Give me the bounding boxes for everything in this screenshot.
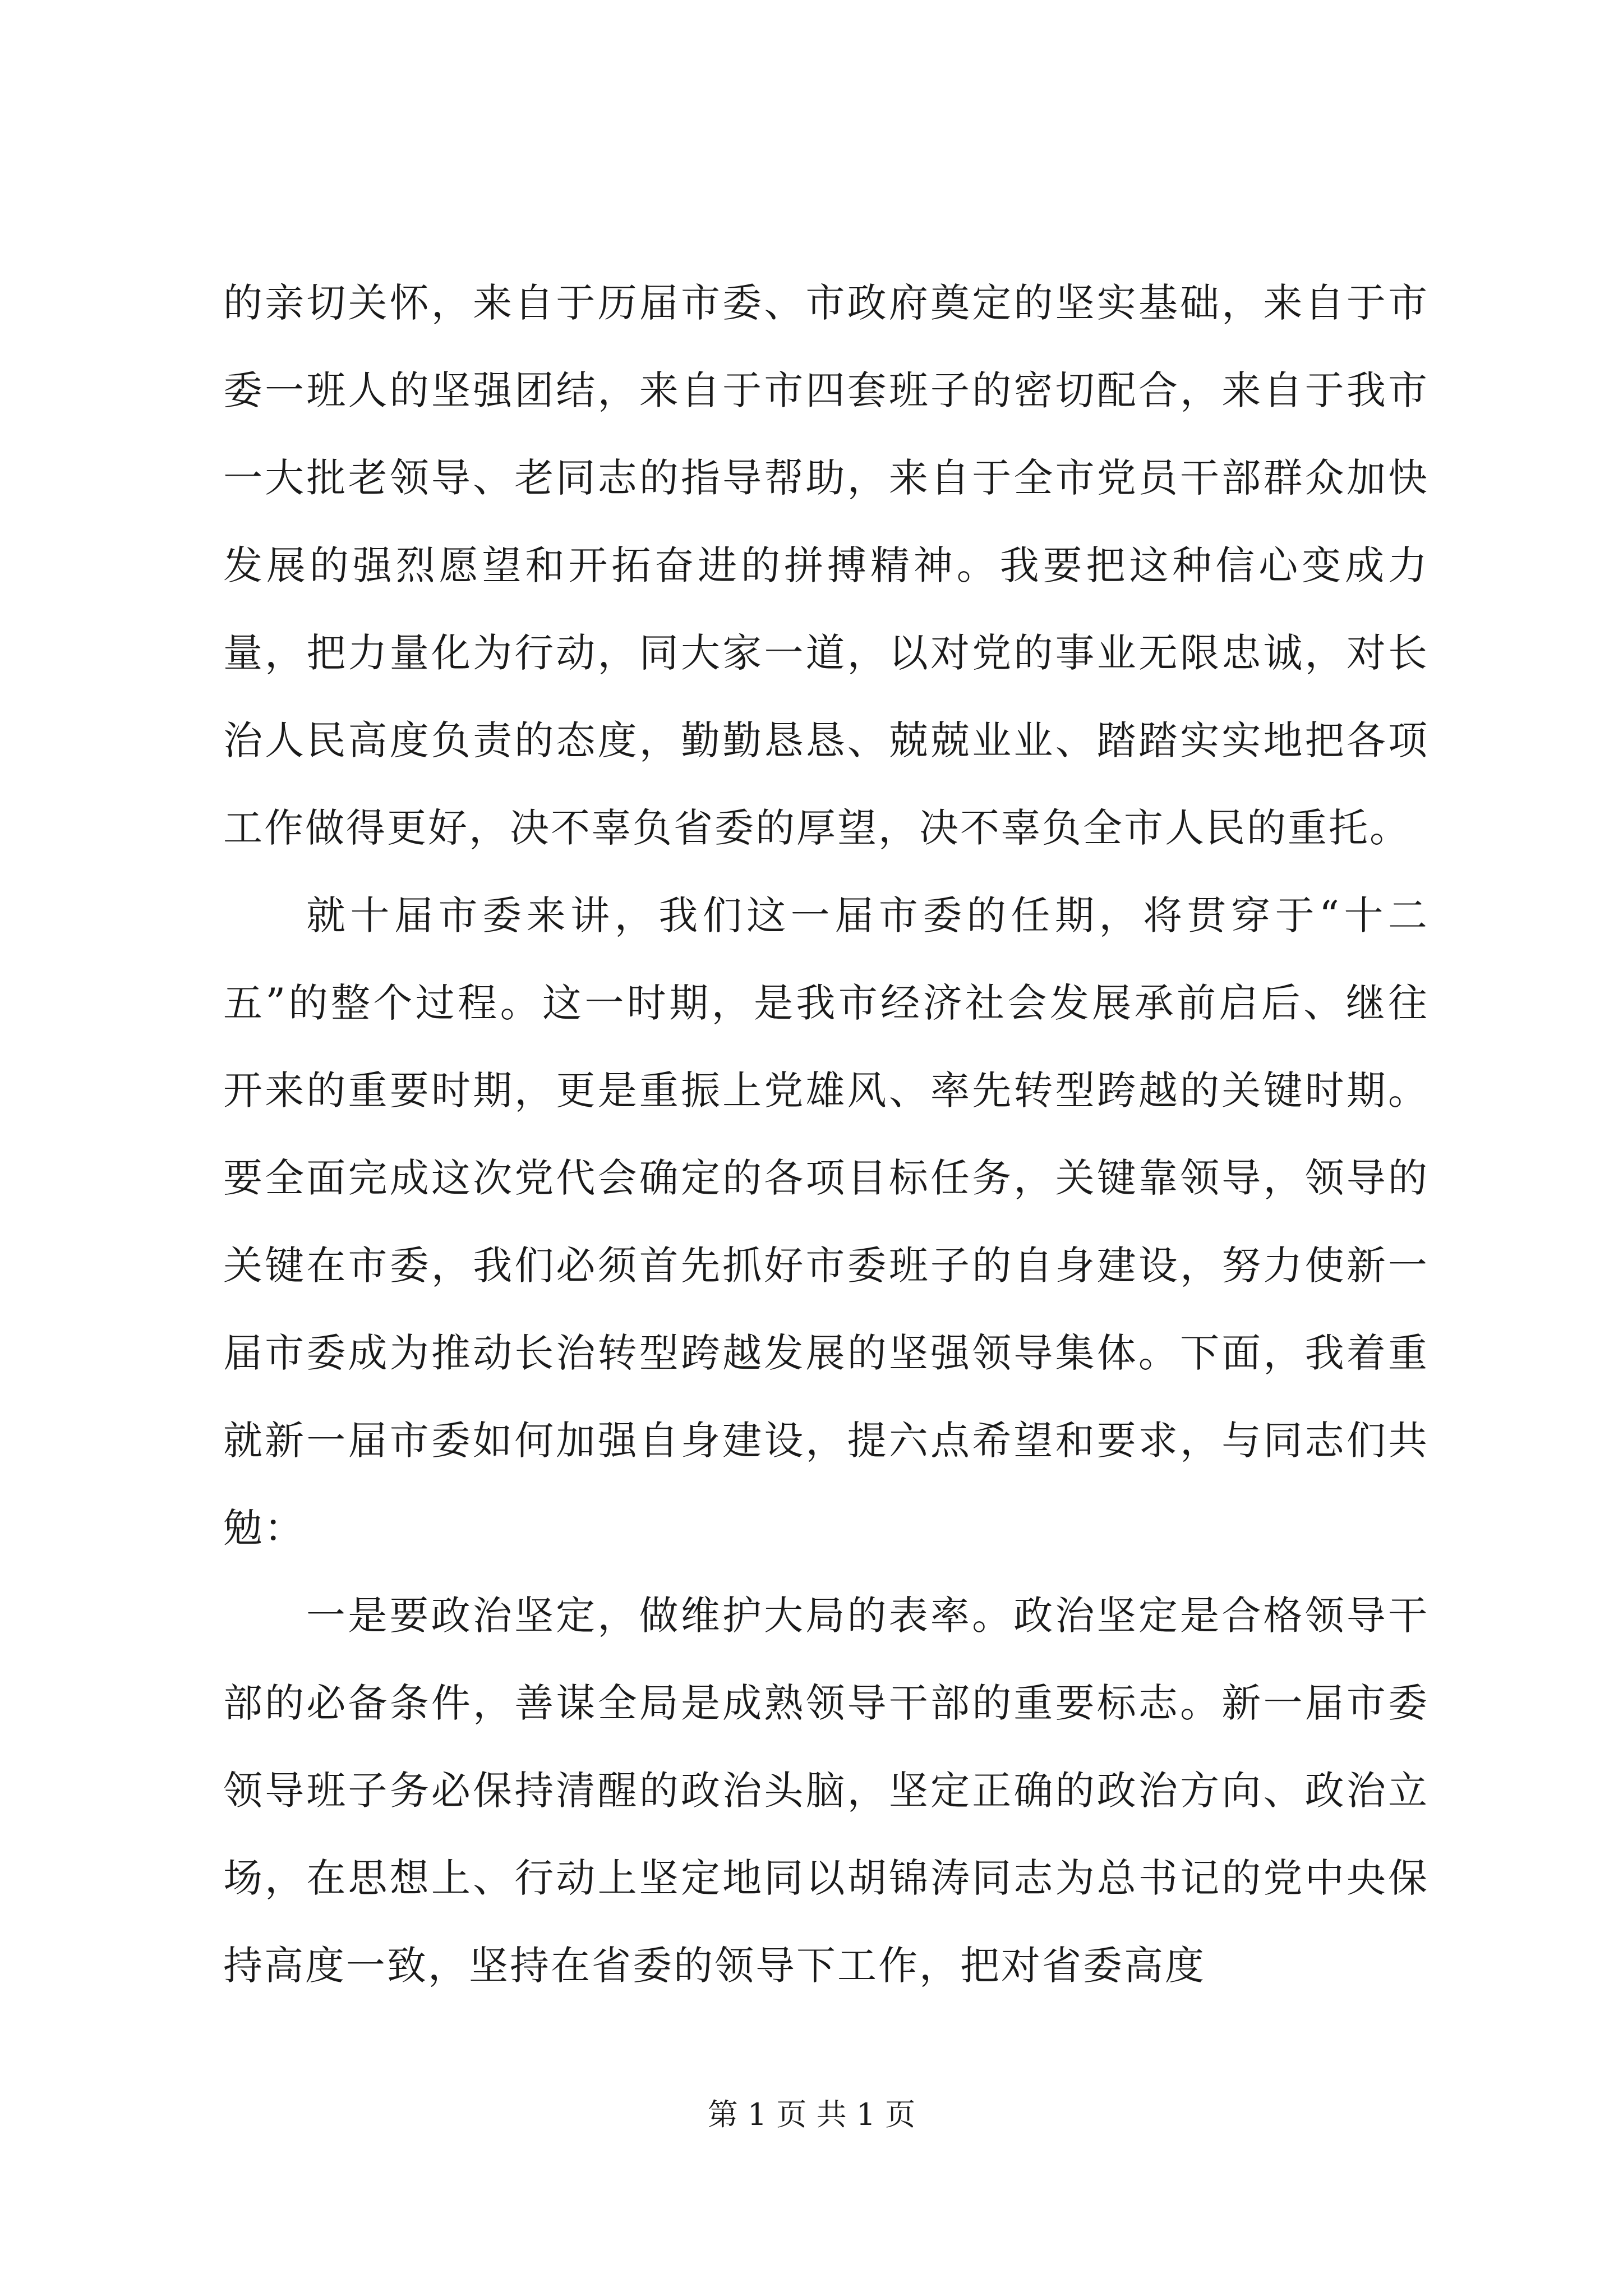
paragraph-3: 一是要政治坚定，做维护大局的表率。政治坚定是合格领导干部的必备条件，善谋全局是成熟领导干部的重要标志。新一届市委领导班子务必保持清醒的政治头脑，坚定正确的政治方向、政治立场，在思想上、行动上坚定地同以胡锦涛同志为总书记的党中央保持高度一致，坚持在省委的领导下工作，把对省委高度 — [223, 1593, 1429, 1989]
page-footer: 第 1 页 共 1 页 — [707, 2097, 916, 2132]
paragraph-1: 的亲切关怀，来自于历届市委、市政府奠定的坚实基础，来自于市委一班人的坚强团结，来自于市四套班子的密切配合，来自于我市一大批老领导、老同志的指导帮助，来自于全市党员干部群众加快发展的强烈愿望和开拓奋进的拼搏精神。我要把这种信心变成力量，把力量化为行动，同大家一道，以对党的事业无限忠诚，对长治人民高度负责的态度，勤勤恳恳、兢兢业业、踏踏实实地把各项工作做得更好，决不辜负省委的厚望，决不辜负全市人民的重托。 — [223, 280, 1429, 851]
document-body — [223, 259, 1429, 2009]
paragraph-2: 就十届市委来讲，我们这一届市委的任期，将贯穿于“十二五”的整个过程。这一时期，是我市经济社会发展承前启后、继往开来的重要时期，更是重振上党雄风、率先转型跨越的关键时期。要全面完成这次党代会确定的各项目标任务，关键靠领导，领导的关键在市委，我们必须首先抓好市委班子的自身建设，努力使新一届市委成为推动长治转型跨越发展的坚强领导集体。下面，我着重就新一届市委如何加强自身建设，提六点希望和要求，与同志们共勉： — [223, 892, 1429, 1551]
